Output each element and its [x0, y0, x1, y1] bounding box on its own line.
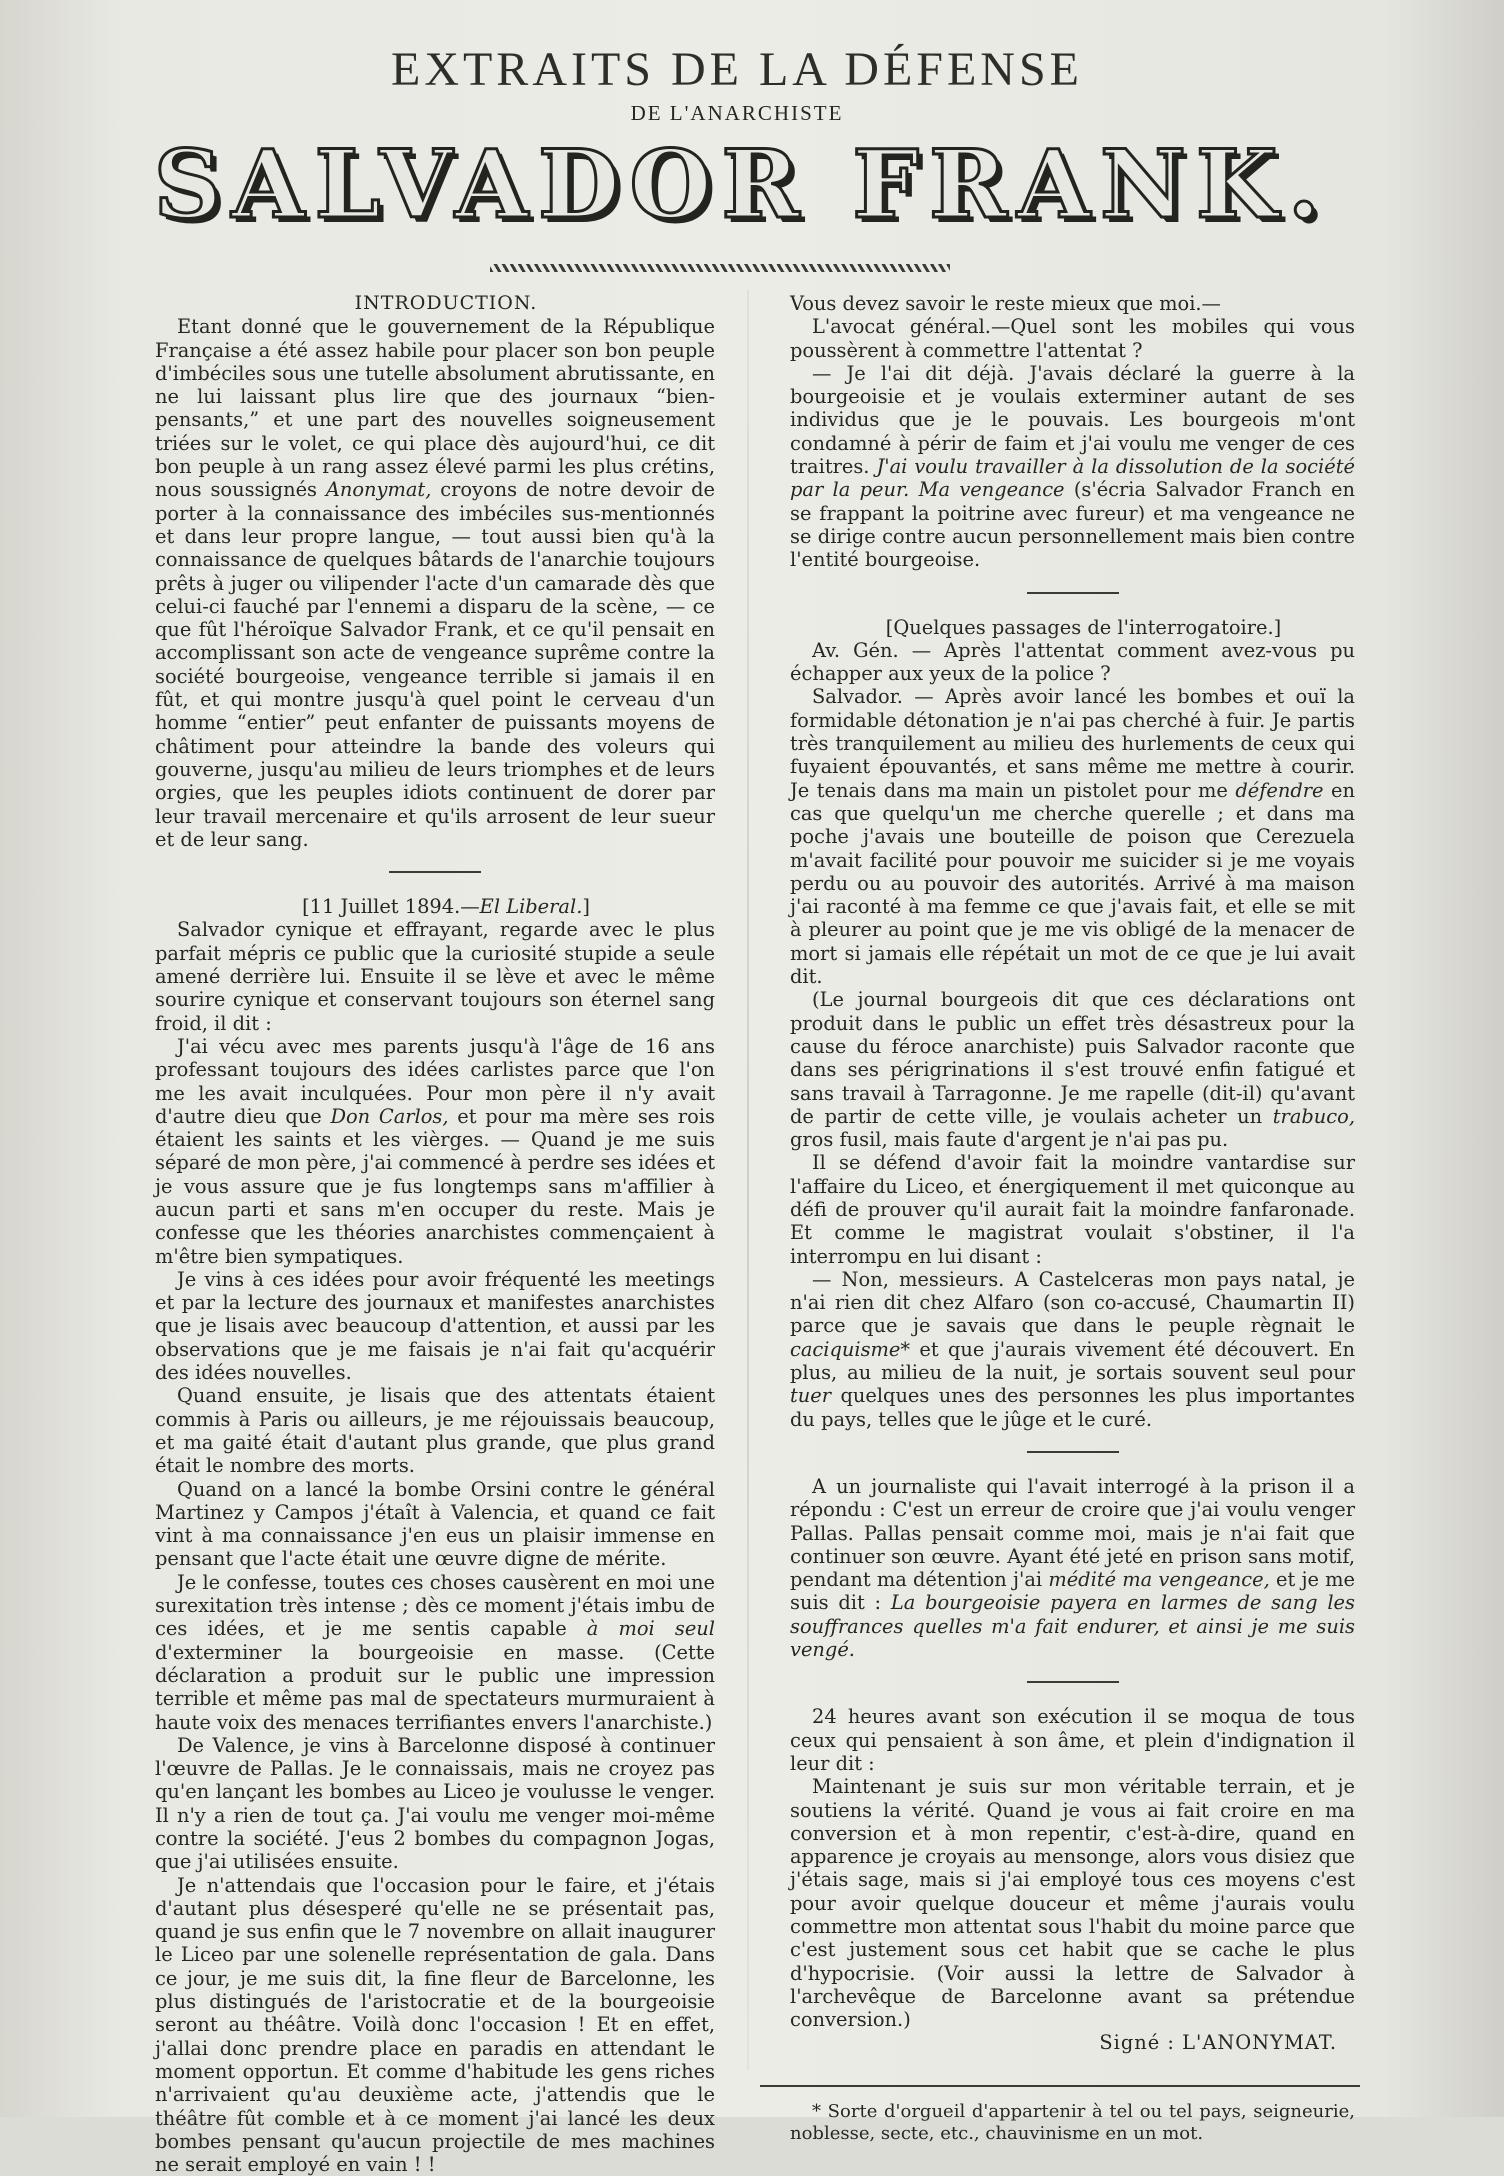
interrogation-heading: [Quelques passages de l'interrogatoire.] [885, 615, 1282, 639]
section-separator [1027, 1451, 1119, 1453]
paragraph: Salvador cynique et effrayant, regarde avec le plus parfait mépris ce public que la curiosité stupide a seule amené derrière lui. Ensuite il se lève et avec le même sourire cynique et conservant toujours son éternel sang froid, il dit : [155, 918, 715, 1035]
section-separator [389, 871, 481, 873]
paragraph: Quand ensuite, je lisais que des attentats étaient commis à Paris ou ailleurs, je me réjouissais beaucoup, et ma gaité était d'autant plus grande, que plus grand était le nombre des morts. [155, 1384, 715, 1478]
paragraph: De Valence, je vins à Barcelonne disposé à continuer l'œuvre de Pallas. Je le connaissais, mais ne croyez pas qu'en lançant les bombes au Liceo je voulusse le venger. Il n'y a rien de tout ça. J'ai voulu me venger moi-même contre la société. J'eus 2 bombes du compagnon Jogas, que j'ai utilisées ensuite. [155, 1733, 715, 1874]
paragraph: 24 heures avant son exécution il se moqua de tous ceux qui pensaient à son âme, et plein d'indignation il leur dit : [790, 1705, 1355, 1775]
section-separator [1027, 592, 1119, 594]
page-fold [747, 290, 749, 2070]
decorative-rule [490, 264, 950, 272]
paragraph: Je le confesse, toutes ces choses causèrent en moi une surexitation très intense ; dès ce moment j'étais imbu de ces idées, et je me sentis capable à moi seul d'exterminer la bourgeoisie en masse. (Cette déclaration a produit sur le public une impression terrible et même pas mal de spectateurs murmuraient à haute voix des menaces terrifiantes envers l'anarchiste.) [155, 1570, 715, 1734]
headline-line2: DE L'ANARCHISTE [630, 101, 844, 125]
paragraph: — Non, messieurs. A Castelceras mon pays natal, je n'ai rien dit chez Alfaro (son co-accusé, Chaumartin II) parce que je savais que dans le peuple règnait le caciquisme* et que j'aurais vivement été découvert. En plus, au milieu de la nuit, je sortais souvent seul pour tuer quelques unes des personnes les plus importantes du pays, telles que le jûge et le curé. [790, 1267, 1355, 1431]
paragraph: A un journaliste qui l'avait interrogé à la prison il a répondu : C'est un erreur de croire que j'ai voulu venger Pallas. Pallas pensait comme moi, mais je n'ai fait que continuer son œuvre. Ayant été jeté en prison sans motif, pendant ma détention j'ai médité ma vengeance, et je me suis dit : La bourgeoisie payera en larmes de sang les souffrances quelles m'a fait endurer, et ainsi je me suis vengé. [790, 1474, 1356, 1662]
paragraph: Quand on a lancé la bombe Orsini contre le général Martinez y Campos j'étaît à Valencia, et quand ce fait vint à ma connaissance j'en eus un plaisir immense en pensant que l'acte était une œuvre digne de mérite. [155, 1477, 715, 1571]
paragraph: J'ai vécu avec mes parents jusqu'à l'âge de 16 ans professant toujours des idées carlistes parce que l'on me les avait inculquées. Pour mon père il n'y avait d'autre dieu que Don Carlos, et pour ma mère ses rois étaient les saints et les vièrges. — Quand je me suis séparé de mon père, j'ai commencé à perdre ses idées et je vous assure que je fus longtemps sans m'affilier à aucun parti et sans m'en occuper du reste. Mais je confesse que les théories anarchistes commençaient à m'être bien sympatiques. [155, 1034, 716, 1268]
headline-name: SALVADOR FRANK. [153, 130, 1331, 240]
paragraph: Vous devez savoir le reste mieux que moi.— [790, 292, 1221, 315]
footnote: * Sorte d'orgueil d'appartenir à tel ou tel pays, seigneurie, noblesse, secte, etc., chauvinisme en un mot. [790, 2100, 1355, 2144]
signature: Signé : L'ANONYMAT. [1099, 2031, 1337, 2055]
paragraph: Il se défend d'avoir fait la moindre vantardise sur l'affaire du Liceo, et énergiquement il met quiconque au défi de prouver qu'il aurait fait la moindre fanfaronade. Et comme le magistrat voulait s'obstiner, il l'a interrompu en lui disant : [790, 1151, 1355, 1268]
paragraph: Maintenant je suis sur mon véritable terrain, et je soutiens la vérité. Quand je vous ai fait croire en ma conversion et à mon repentir, c'est-à-dire, quand en apparence je croyais au mensonge, alors vous disiez que j'étais sage, mais si j'ai employé tous ces moyens c'est pour avoir quelque douceur et même j'aurais voulu commettre mon attentat sous l'habit du moine parce que c'est justement sous cet habit que se cache le plus d'hypocrisie. (Voir aussi la lettre de Salvador à l'archevêque de Barcelonne avant sa prétendue conversion.) [790, 1775, 1355, 2032]
left-column [155, 292, 715, 2176]
paragraph: Je vins à ces idées pour avoir fréquenté les meetings et par la lecture des journaux et manifestes anarchistes que je lisais avec beaucoup d'attention, et aussi par les observations que je me faisais je n'ai fait qu'acquérir des idées nouvelles. [155, 1267, 715, 1385]
section-separator [1027, 1681, 1119, 1683]
intro-paragraph: Etant donné que le gouvernement de la République Française a été assez habile pour placer son bon peuple d'imbéciles sous une tutelle absolument abrutissante, en ne lui laissant plus lire que des journaux “bien-pensants,” et une part des nouvelles soigneusement triées sur le volet, ce qui place dès aujourd'hui, ce dit bon peuple à un rang assez élevé parmi les plus crétins, nous soussignés Anonymat, croyons de notre devoir de porter à la connaissance des imbéciles sus-mentionnés et dans leur propre langue, — tout aussi bien qu'à la connaissance de quelques bâtards de l'anarchie toujours prêts à juger ou vilipender l'acte d'un camarade dès que celui-ci fauché par l'ennemi a disparu de la scène, — ce que fût l'héroïque Salvador Frank, et ce qu'il pensait en accomplissant son acte de vengeance suprême contre la société bourgeoise, vengeance terrible si jamais il en fût, et qui montre jusqu'à quel point le cerveau d'un homme “entier” peut enfanter de puissants moyens de châtiment pour atteindre la bande des voleurs qui gouverne, jusqu'au milieu de leurs triomphes et de leurs orgies, que les peuples idiots continuent de dorer par leur travail mercenaire et qu'ils arrosent de leur sueur et de leur sang. [155, 315, 715, 851]
right-column [790, 292, 1355, 2145]
paragraph: L'avocat général.—Quel sont les mobiles qui vous poussèrent à commettre l'attentat ? [790, 315, 1355, 362]
dateline: [11 Juillet 1894.—El Liberal.] [302, 895, 590, 919]
headline-line1: EXTRAITS DE LA DÉFENSE [391, 43, 1083, 96]
paragraph: Av. Gén. — Après l'attentat comment avez-vous pu échapper aux yeux de la police ? [790, 638, 1355, 686]
footnote-rule [760, 2085, 1360, 2087]
paragraph: Je n'attendais que l'occasion pour le faire, et j'étais d'autant plus désesperé qu'elle ne se présentait pas, quand je sus enfin que le 7 novembre on allait inaugurer le Liceo par une solenelle représentation de gala. Dans ce jour, je me suis dit, la fine fleur de Barcelonne, les plus distingués de l'aristocratie et de la bourgeoisie seront au théâtre. Voilà donc l'occasion ! Et en effet, j'allai donc prendre place en paradis en attendant le moment opportun. Et comme d'habitude les gens riches n'arrivaient qu'au deuxième acte, j'attendis que le théâtre fût comble et à ce moment j'ai lancé les deux bombes pensant qu'aucun projectile de mes machines ne serait employé en vain ! ! [155, 1873, 715, 2176]
masthead [0, 40, 1504, 240]
paragraph: — Je l'ai dit déjà. J'avais déclaré la guerre à la bourgeoisie et je voulais exterminer autant de ses individus que je le pouvais. Les bourgeois m'ont condamné à périr de faim et j'ai voulu me venger de ces traitres. J'ai voulu travailler à la dissolution de la société par la peur. Ma vengeance (s'écria Salvador Franch en se frappant la poitrine avec fureur) et ma vengeance ne se dirige contre aucun personnellement mais bien contre l'entité bourgeoise. [790, 361, 1355, 572]
paragraph: (Le journal bourgeois dit que ces déclarations ont produit dans le public un effet très désastreux pour la cause du féroce anarchiste) puis Salvador raconte que dans ses périgrinations il s'est trouvé enfin fatigué et sans travail à Tarragonne. Je me rapelle (dit-il) qu'avant de partir de cette ville, je voulais acheter un trabuco, gros fusil, mais faute d'argent je n'ai pas pu. [790, 988, 1355, 1152]
paragraph: Salvador. — Après avoir lancé les bombes et ouï la formidable détonation je n'ai pas cherché à fuir. Je partis très tranquilement au milieu des hurlements de ceux qui fuyaient épouvantés, et sans même me mettre à courir. Je tenais dans ma main un pistolet pour me défendre en cas que quelqu'un me cherche querelle ; et dans ma poche j'avais une bouteille de poison que Cerezuela m'avait facilité pour pouvoir me suicider si je me voyais perdu ou au pouvoir des autorités. Arrivé à ma maison j'ai raconté à ma femme ce que j'avais fait, et elle se mit à pleurer au point que je me vis obligé de la menacer de mort si jamais elle répétait un mot de ce que je lui avait dit. [790, 685, 1355, 989]
intro-heading: INTRODUCTION. [354, 292, 538, 314]
